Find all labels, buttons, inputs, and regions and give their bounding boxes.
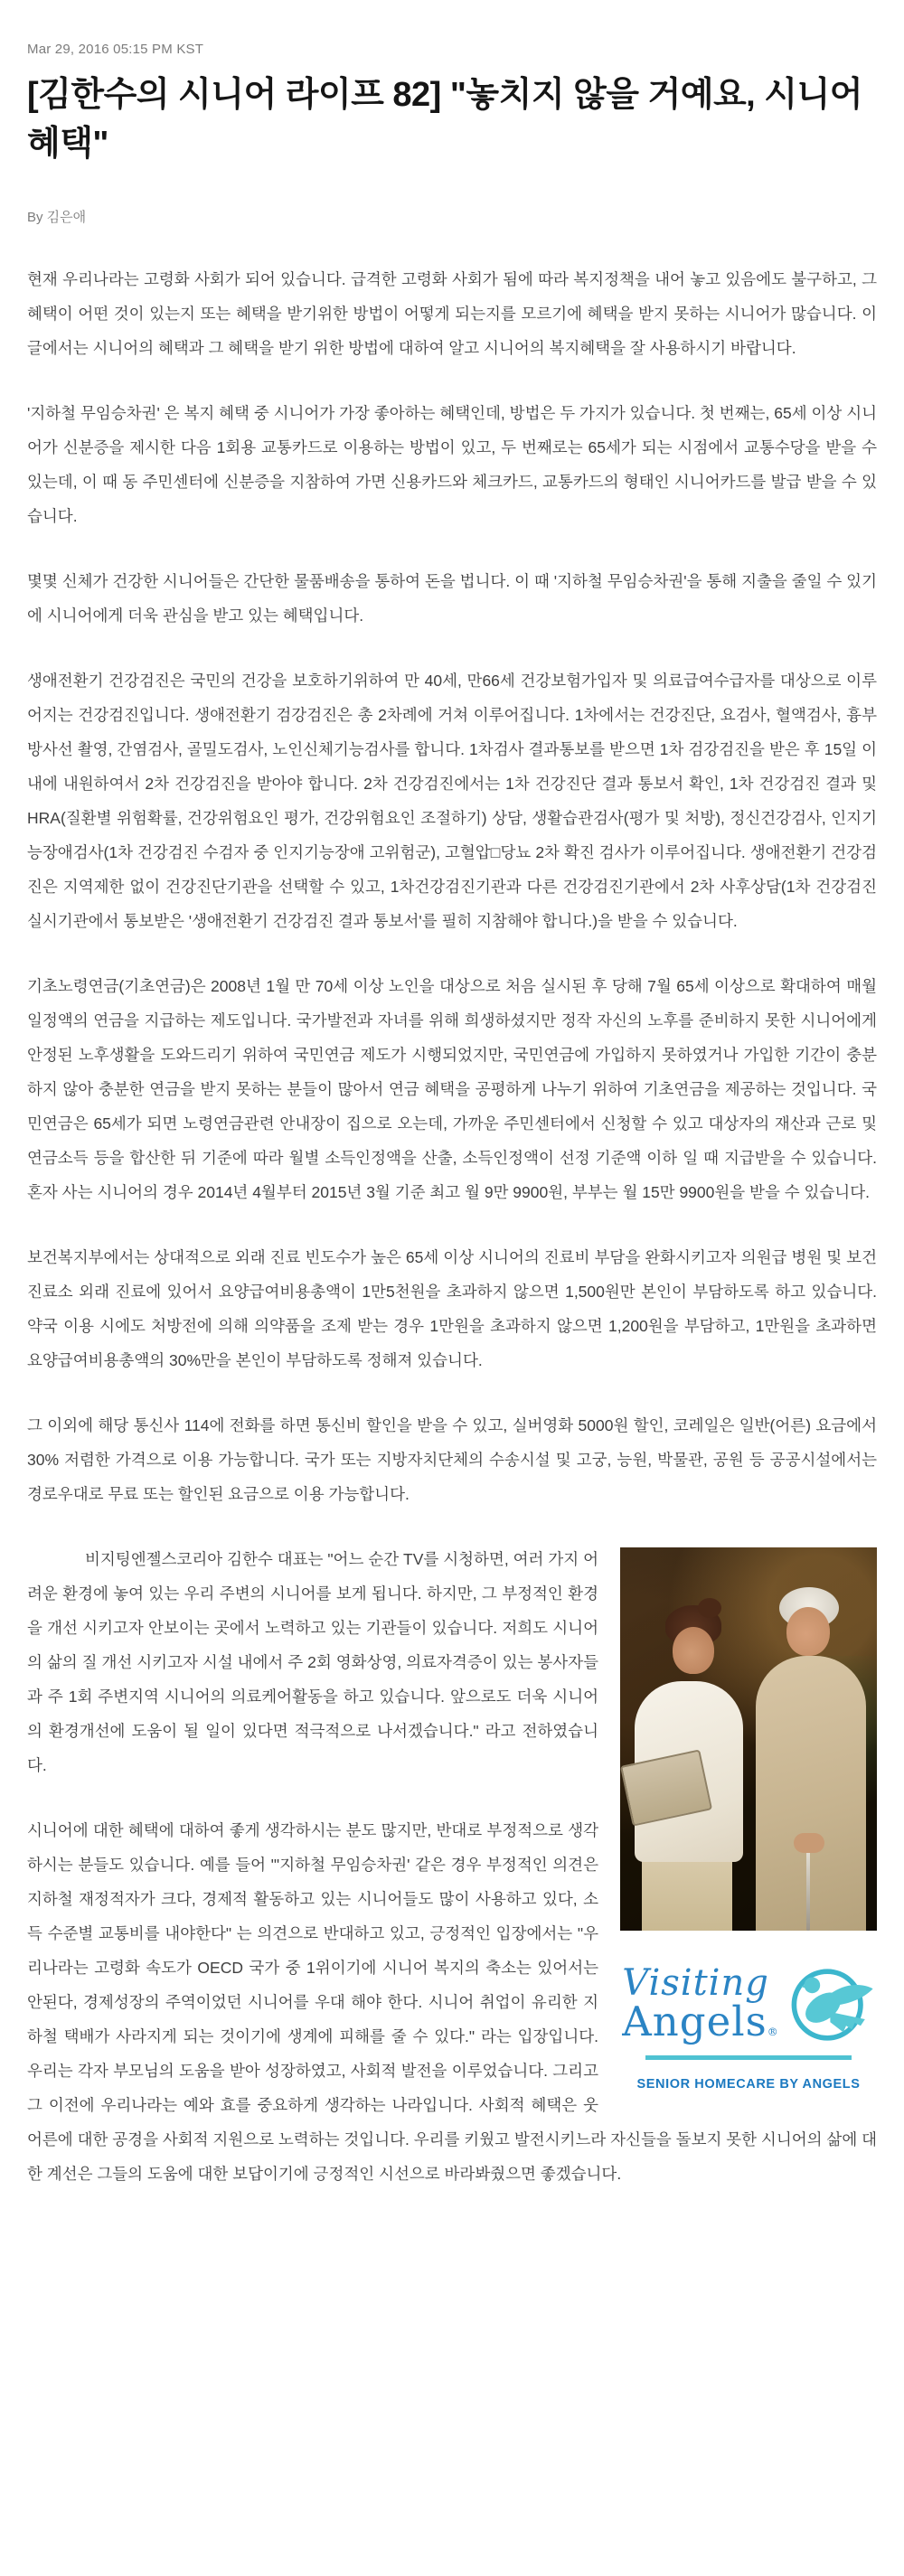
paragraph-delivery: 몇몇 신체가 건강한 시니어들은 간단한 물품배송을 통하여 돈을 법니다. 이 때 '지하철 무임승차권'을 통해 지출을 줄일 수 있기에 시니어에게 더욱 관심을 받고 있는 혜택입니다. <box>27 571 877 625</box>
caregiver-senior-photo <box>620 1547 877 1931</box>
article-byline: By 김은애 <box>27 209 87 225</box>
senior-figure <box>786 1607 830 1656</box>
page-title: [김한수의 시니어 라이프 82] "놓치지 않을 거예요, 시니어 혜택" <box>27 76 862 163</box>
caregiver-figure <box>698 1598 721 1618</box>
senior-figure <box>756 1656 866 1931</box>
registered-mark: ® <box>767 2026 779 2039</box>
caregiver-figure <box>673 1627 714 1674</box>
paragraph-other-discounts: 그 이외에 해당 통신사 114에 전화를 하면 통신비 할인을 받을 수 있고, 실버영화 5000원 할인, 코레일은 일반(어른) 요금에서 30% 저렴한 가격으로 이용 가능합니다. 국가 또는 지방자치단체의 수송시설 및 고궁, 능원, 박물관, 공원 등 공공시설에서는 경로우대로 무료 또는 할인된 요금으로 이용 가능합니다. <box>27 1415 877 1503</box>
paragraph-medical-cost: 보건복지부에서는 상대적으로 외래 진료 빈도수가 높은 65세 이상 시니어의 진료비 부담을 완화시키고자 의원급 병원 및 보건진료소 외래 진료에 있어서 요양급여비용총액이 1만5천원을 초과하지 않으면 1,500원만 본인이 부담하도록 하고 있습니다. 약국 이용 시에도 처방전에 의해 의약품을 조제 받는 경우 1만원을 초과하지 않으면 1,200원을 부담하고, 1만원을 초과하면 요양급여비용총액의 30%만을 본인이 부담하도록 정해져 있습니다. <box>27 1247 877 1369</box>
logo-tagline: SENIOR HOMECARE BY ANGELS <box>636 2076 861 2092</box>
visiting-angels-logo <box>620 1960 877 2101</box>
article-body <box>27 262 877 2191</box>
logo-divider <box>645 2055 852 2060</box>
walking-cane <box>806 1846 810 1931</box>
paragraph-basic-pension: 기초노령연금(기초연금)은 2008년 1월 만 70세 이상 노인을 대상으로 처음 실시된 후 당해 7월 65세 이상으로 확대하여 매월 일정액의 연금을 지급하는 제도입니다. 국가발전과 자녀를 위해 희생하셨지만 정작 자신의 노후를 준비하지 못한 시니어에게 안정된 노후생활을 도와드리기 위하여 국민연금 제도가 시행되었지만, 국민연금에 가입하지 못하였거나 가입한 기간이 충분하지 않아 충분한 연금을 받지 못하는 분들이 많아서 연금 혜택을 공평하게 나누기 위하여 기초연금을 제공하는 것입니다. 국민연금은 65세가 되면 노령연금관련 안내장이 집으로 오는데, 가까운 주민센터에서 신청할 수 있고 대상자의 재산과 근로 및 연금소득 등을 합산한 뒤 기준에 따라 월별 소득인정액을 산출, 소득인정액이 선정 기준액 이하 일 때 지급받을 수 있습니다. 혼자 사는 시니어의 경우 2014년 4월부터 2015년 3월 기준 최고 월 9만 9900원, 부부는 월 15만 9900원을 받을 수 있습니다. <box>27 976 877 1201</box>
paragraph-health-checkup: 생애전환기 건강검진은 국민의 건강을 보호하기위하여 만 40세, 만66세 건강보험가입자 및 의료급여수급자를 대상으로 이루어지는 건강검진입니다. 생애전환기 검강검진은 총 2차례에 거쳐 이루어집니다. 1차에서는 건강진단, 요검사, 혈액검사, 흉부 방사선 촬영, 간염검사, 골밀도검사, 노인신체기능검사를 합니다. 1차검사 결과통보를 받으면 1차 검강검진을 받은 후 15일 이내에 내원하여서 2차 건강검진을 받아야 합니다. 2차 건강검진에서는 1차 건강진단 결과 통보서 확인, 1차 건강검진 결과 및 HRA(질환별 위험확률, 건강위험요인 평가, 건강위험요인 조절하기) 상담, 생활습관검사(평가 및 처방), 정신건강검사, 인지기능장애검사(1차 건강검진 수검자 중 인지기능장애 고위험군), 고혈압□당뇨 2차 확진 검사가 이루어집니다. 생애전환기 건강검진은 지역제한 없이 건강진단기관을 선택할 수 있고, 1차건강검진기관과 다른 건강검진기관에서 2차 사후상담(1차 건강검진 실시기관에서 통보받은 '생애전환기 건강검진 결과 통보서'를 필히 지참해야 합니다.)을 받을 수 있습니다. <box>27 671 877 930</box>
logo-angels-text: Angels® <box>622 1998 779 2046</box>
paragraph-ceo-quote: 비지팅엔젤스코리아 김한수 대표는 "어느 순간 TV를 시청하면, 여러 가지 어려운 환경에 놓여 있는 우리 주변의 시니어를 보게 됩니다. 하지만, 그 부정적인 환경을 개선 시키고자 안보이는 곳에서 노력하고 있는 기관들이 있습니다. 저희도 시니어의 삶의 질 개선 시키고자 시설 내에서 주 2회 영화상영, 의료자격증이 있는 봉사자들과 주 1회 주변지역 시니어의 의료케어활동을 하고 있습니다. 앞으로도 더욱 시니어의 환경개선에 도움이 될 일이 있다면 적극적으로 나서겠습니다." 라고 전하였습니다. <box>27 1549 598 1774</box>
paragraph-intro: 현재 우리나라는 고령화 사회가 되어 있습니다. 급격한 고령화 사회가 됨에 따라 복지정책을 내어 놓고 있음에도 불구하고, 그 혜택이 어떤 것이 있는지 또는 혜택을 받기위한 방법이 어떻게 되는지를 모르기에 혜택을 받지 못하는 시니어가 많습니다. 이 글에서는 시니어의 혜택과 그 혜택을 받기 위한 방법에 대하여 알고 시니어의 복지혜택을 잘 사용하시기 바랍니다. <box>27 269 877 357</box>
article-timestamp: Mar 29, 2016 05:15 PM KST <box>27 42 204 57</box>
paragraph-closing: 시니어에 대한 혜택에 대하여 좋게 생각하시는 분도 많지만, 반대로 부정적으로 생각하시는 분들도 있습니다. 예를 들어 "'지하철 무임승차권' 같은 경우 부정적인 의견은 지하철 재정적자가 크다, 경제적 활동하고 있는 시니어들도 많이 사용하고 있다, 소득 수준별 교통비를 내야한다" 는 의견으로 반대하고 있고, 긍정적인 입장에서는 "우리나라는 고령화 속도가 OECD 국가 중 1위이기에 시니어 복지의 축소는 있어서는 안된다, 경제성장의 주역이었던 시니어를 우대 해야 한다. 시니어 취업이 유리한 지하철 택배가 사라지게 되는 것이기에 생계에 피해를 줄 수 있다." 라는 입장입니다. 우리는 각자 부모님의 도움을 받아 성장하였고, 사회적 발전을 이루었습니다. 그리고 그 이전에 우리나라는 예와 효를 중요하게 생각하는 나라입니다. 사회적 혜택은 웃 어른에 대한 공경을 사회적 지원으로 노력하는 것입니다. 우리를 키웠고 발전시키느라 자신들을 돌보지 못한 시니어의 삶에 대한 계선은 그들의 도움에 대한 보답이기에 긍정적인 시선으로 바라봐줬으면 좋겠습니다. <box>27 1820 877 2183</box>
caregiver-figure <box>642 1855 732 1931</box>
article-media <box>620 1547 877 2101</box>
dove-icon <box>781 1960 875 2050</box>
senior-figure <box>794 1833 824 1853</box>
paragraph-subway-pass: '지하철 무임승차권' 은 복지 혜택 중 시니어가 가장 좋아하는 혜택인데, 방법은 두 가지가 있습니다. 첫 번째는, 65세 이상 시니어가 신분증을 제시한 다음 1회용 교통카드로 이용하는 방법이 있고, 두 번째로는 65세가 되는 시점에서 교통수당을 받을 수 있는데, 이 때 동 주민센터에 신분증을 지참하여 가면 신용카드와 체크카드, 교통카드의 형태인 시니어카드를 발급 받을 수 있습니다. <box>27 403 877 525</box>
logo-visiting-text: Visiting <box>622 1962 769 2005</box>
